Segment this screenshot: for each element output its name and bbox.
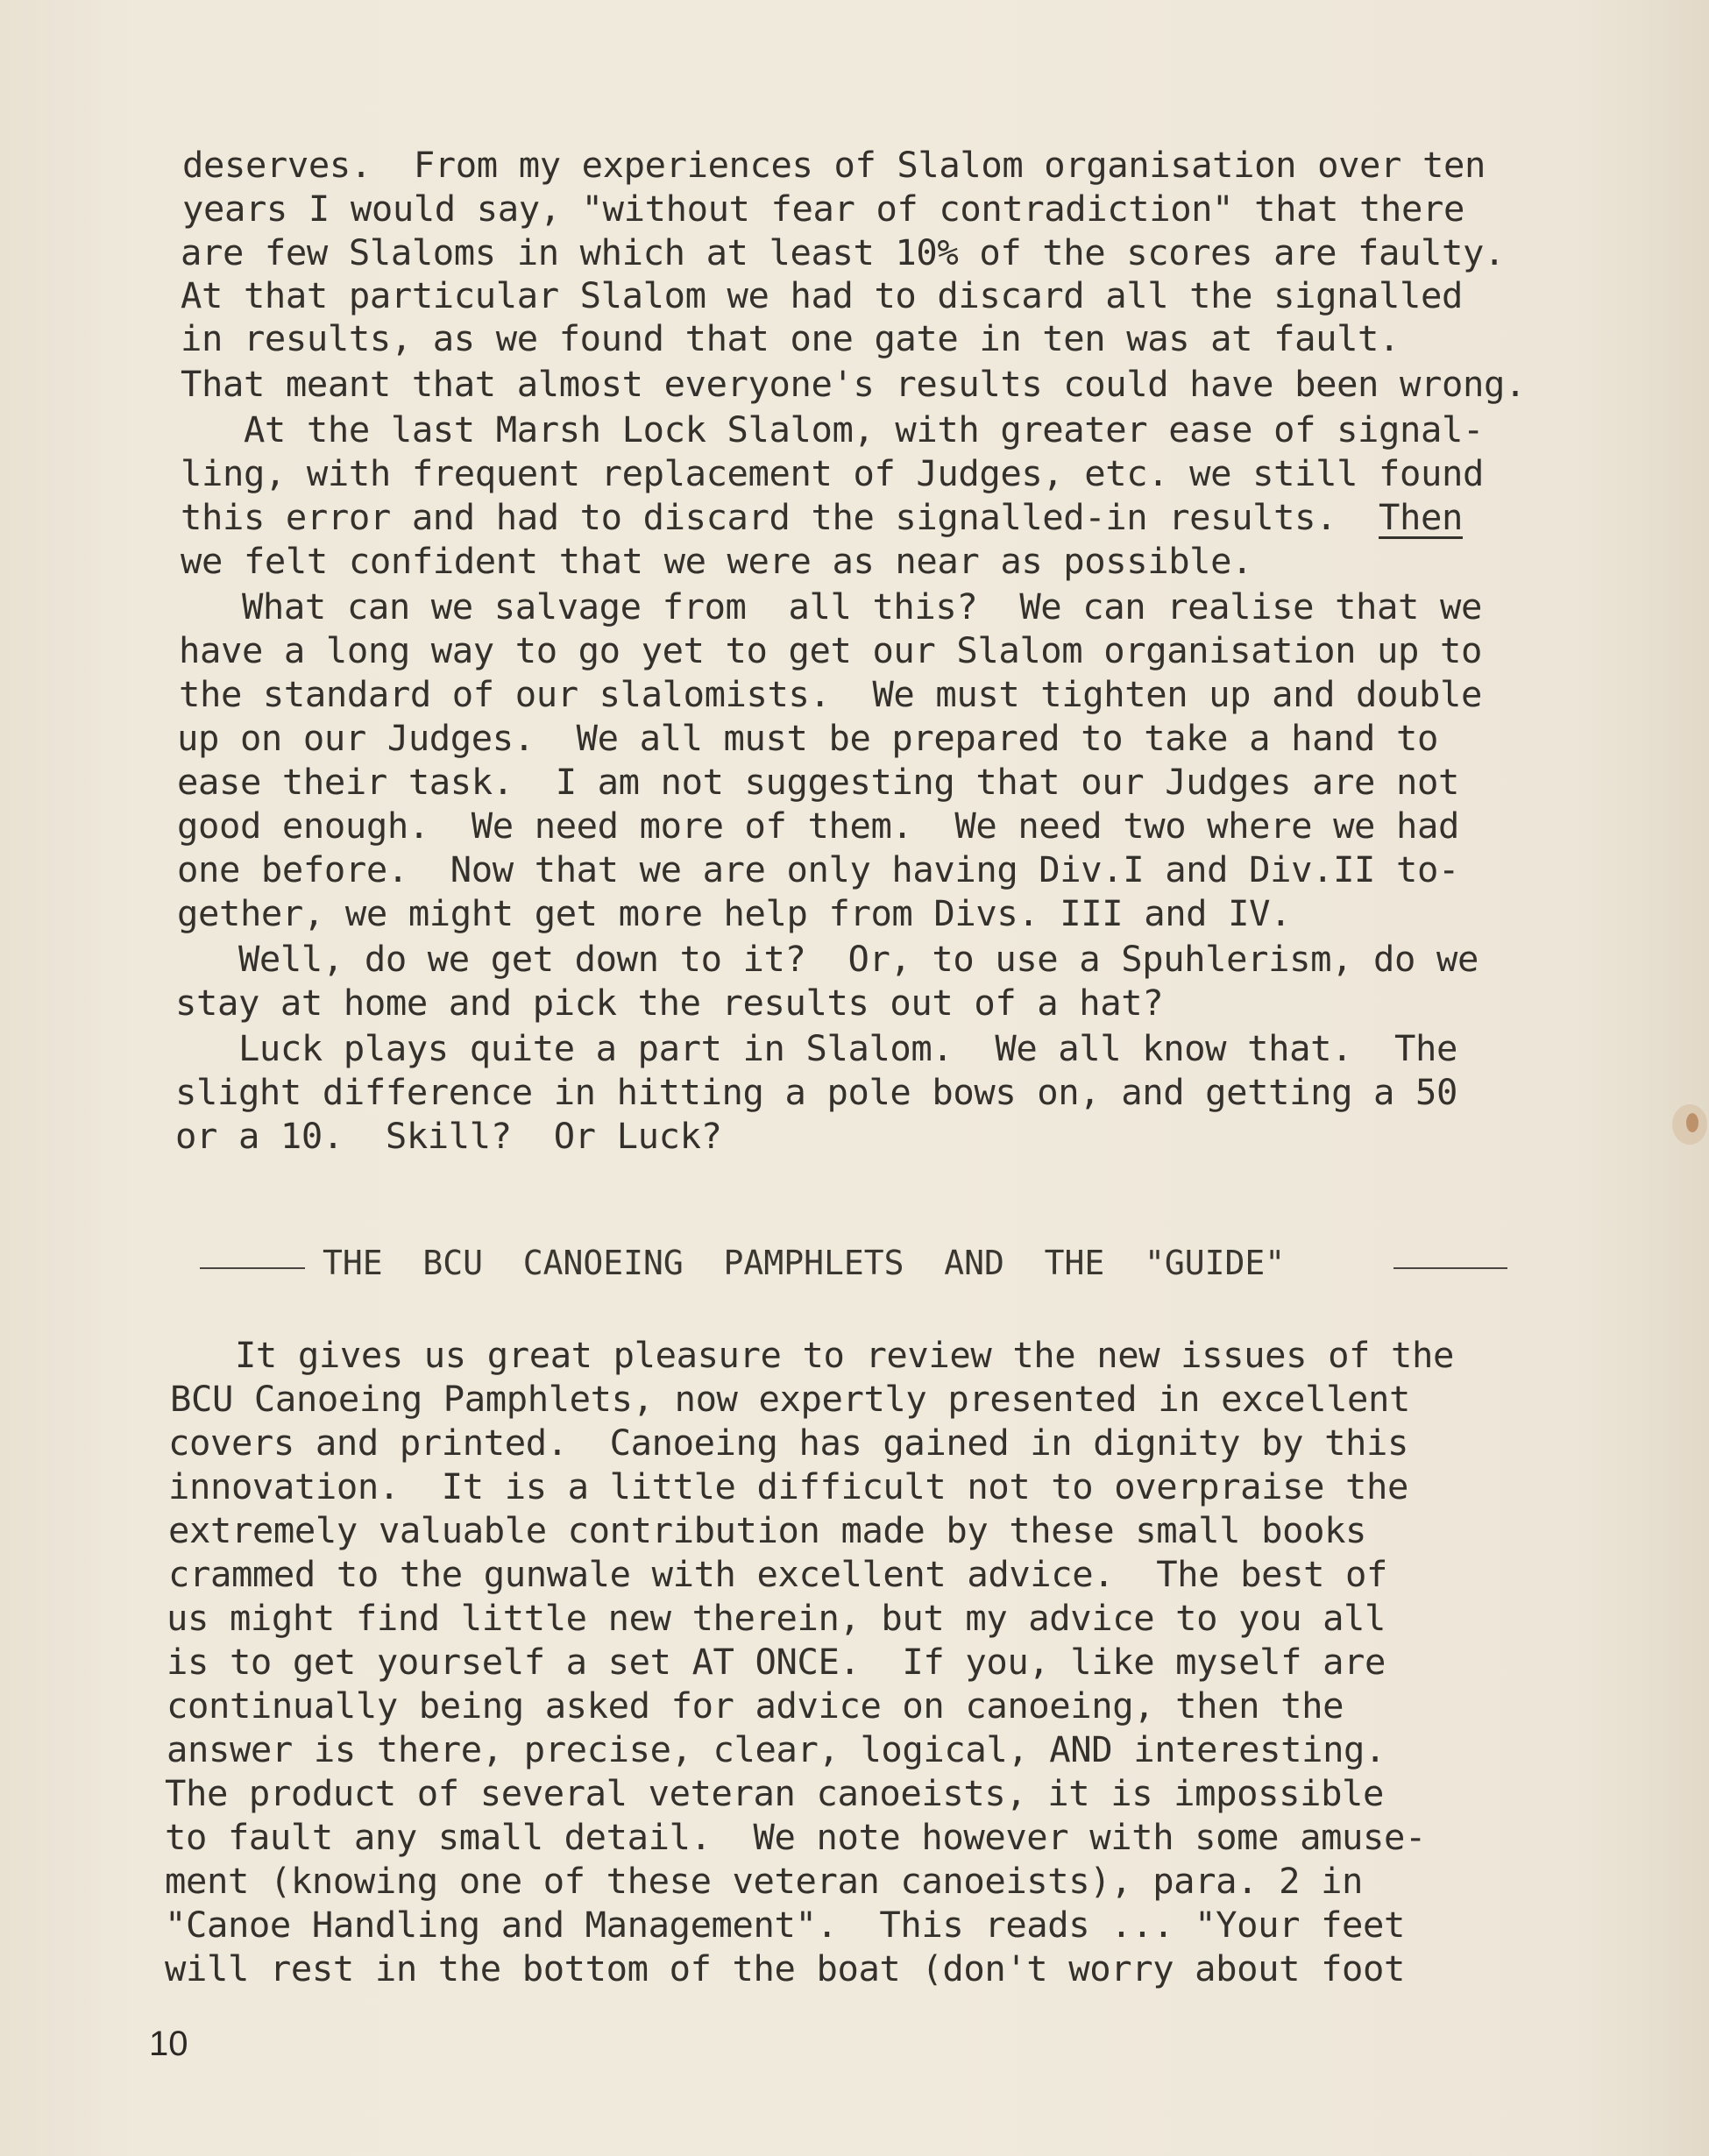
text-line: the standard of our slalomists. We must tighten up and double bbox=[179, 673, 1482, 715]
text-line: innovation. It is a little difficult not to overpraise the bbox=[168, 1465, 1409, 1507]
text-line: covers and printed. Canoeing has gained in dignity by this bbox=[168, 1422, 1409, 1464]
text-line: Luck plays quite a part in Slalom. We all know that. The bbox=[175, 1027, 1457, 1069]
text-line: years I would say, "without fear of contradiction" that there bbox=[182, 188, 1464, 230]
text-line: BCU Canoeing Pamphlets, now expertly presented in excellent bbox=[170, 1378, 1411, 1420]
text-line: crammed to the gunwale with excellent advice. The best of bbox=[168, 1553, 1388, 1595]
text-line: At that particular Slalom we had to discard all the signalled bbox=[181, 274, 1463, 316]
underlined-word: Then bbox=[1379, 496, 1463, 538]
text-line: ease their task. I am not suggesting that our Judges are not bbox=[177, 761, 1459, 803]
text-line: The product of several veteran canoeists, it is impossible bbox=[165, 1772, 1385, 1814]
text-line: extremely valuable contribution made by these small books bbox=[168, 1509, 1367, 1551]
text-line: up on our Judges. We all must be prepared to take a hand to bbox=[177, 717, 1438, 759]
text-line: gether, we might get more help from Divs. III and IV. bbox=[177, 892, 1292, 934]
section-heading-text: THE BCU CANOEING PAMPHLETS AND THE "GUIDE" bbox=[323, 1244, 1286, 1282]
text-line: have a long way to go yet to get our Slalom organisation up to bbox=[179, 629, 1482, 671]
text-line: in results, as we found that one gate in ten was at fault. bbox=[181, 317, 1401, 359]
text-line: What can we salvage from all this? We can realise that we bbox=[179, 585, 1482, 628]
text-line: are few Slaloms in which at least 10% of the scores are faulty. bbox=[181, 231, 1505, 273]
text-line: us might find little new therein, but my advice to you all bbox=[167, 1597, 1386, 1639]
text-line: to fault any small detail. We note however with some amuse- bbox=[165, 1816, 1426, 1858]
text-line: Well, do we get down to it? Or, to use a Spuhlerism, do we bbox=[175, 938, 1479, 980]
text-line: slight difference in hitting a pole bows on, and getting a 50 bbox=[175, 1071, 1457, 1113]
text-line: will rest in the bottom of the boat (don't worry about foot bbox=[165, 1947, 1406, 1989]
text-line: we felt confident that we were as near as possible. bbox=[181, 540, 1253, 582]
text-line: "Canoe Handling and Management". This reads ... "Your feet bbox=[165, 1904, 1406, 1946]
text-line: ment (knowing one of these veteran canoeists), para. 2 in bbox=[165, 1860, 1364, 1902]
text-line: ling, with frequent replacement of Judges, etc. we still found bbox=[181, 452, 1484, 494]
paper-stain bbox=[1672, 1104, 1707, 1145]
text-line: good enough. We need more of them. We need two where we had bbox=[177, 805, 1459, 847]
text-line: or a 10. Skill? Or Luck? bbox=[175, 1115, 722, 1157]
page-number: 10 bbox=[149, 2025, 188, 2063]
text-line: It gives us great pleasure to review the new issues of the bbox=[172, 1334, 1454, 1376]
text-line: That meant that almost everyone's results could have been wrong. bbox=[181, 363, 1526, 405]
text-line: deserves. From my experiences of Slalom organisation over ten bbox=[182, 144, 1486, 186]
text-run: this error and had to discard the signalled-in results. bbox=[181, 496, 1379, 538]
text-line: continually being asked for advice on canoeing, then the bbox=[167, 1684, 1344, 1727]
text-line: stay at home and pick the results out of a hat? bbox=[175, 982, 1164, 1024]
text-line: answer is there, precise, clear, logical, AND interesting. bbox=[167, 1728, 1386, 1770]
heading-rule-right bbox=[1393, 1267, 1507, 1269]
heading-rule-left bbox=[200, 1267, 305, 1269]
text-line: is to get yourself a set AT ONCE. If you, like myself are bbox=[167, 1641, 1386, 1683]
text-line: At the last Marsh Lock Slalom, with greater ease of signal- bbox=[181, 408, 1484, 450]
text-line bbox=[181, 496, 1463, 538]
text-line: one before. Now that we are only having Div.I and Div.II to- bbox=[177, 848, 1459, 890]
